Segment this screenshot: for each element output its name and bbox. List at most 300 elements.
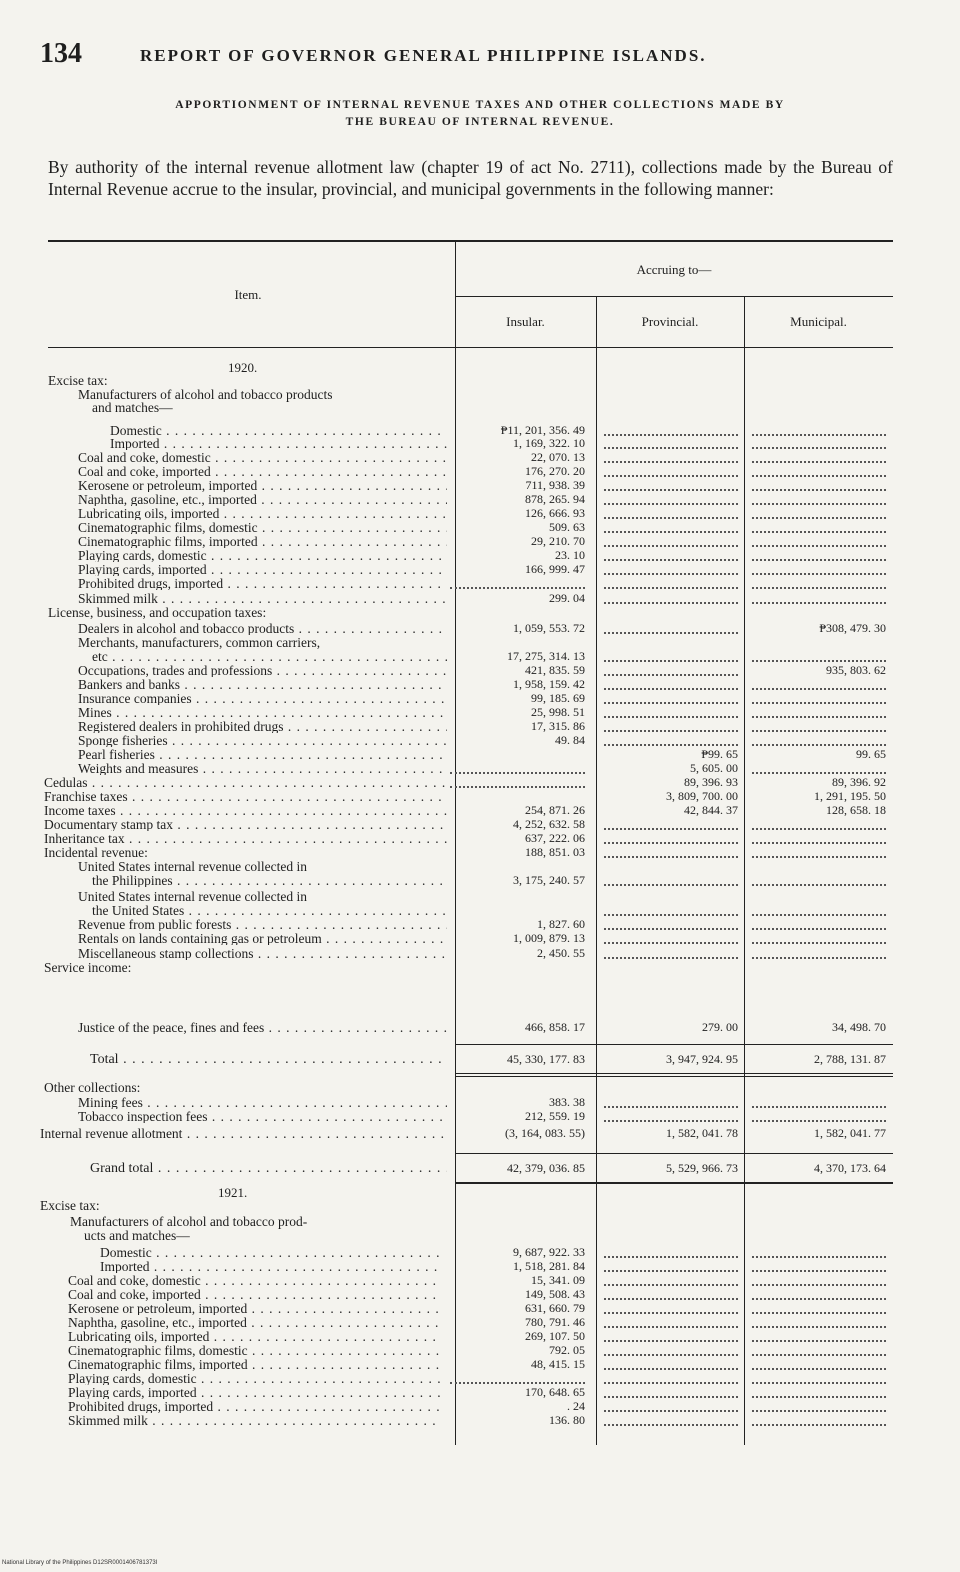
row-label: Sponge fisheries . . . — [78, 734, 447, 747]
table-row — [0, 424, 960, 437]
insular-value: 1, 958, 159. 42 — [513, 677, 585, 691]
insular-value: 23. 10 — [555, 548, 585, 562]
insular-value: 170, 648. 65 — [525, 1385, 585, 1399]
leader-dots — [752, 884, 886, 886]
insular-value: 466, 858. 17 — [525, 1020, 585, 1034]
leader-dots — [752, 559, 886, 561]
row-label: Manufacturers of alcohol and tobacco prod- — [70, 1214, 308, 1229]
leader-dots — [752, 957, 886, 959]
leader-dots — [604, 475, 738, 477]
row-label: Excise tax: — [48, 373, 108, 388]
leader-dots — [604, 688, 738, 690]
leader-dots — [752, 772, 886, 774]
insular-value: 176, 270. 20 — [525, 464, 585, 478]
insular-value: 1, 518, 281. 84 — [513, 1259, 585, 1273]
insular-value: 631, 660. 79 — [525, 1301, 585, 1315]
leader-dots — [752, 1120, 886, 1122]
leader-dots — [752, 716, 886, 718]
leader-dots — [752, 928, 886, 930]
leader-dots — [752, 914, 886, 916]
row-label: Domestic . . . — [100, 1246, 440, 1259]
leader-dots — [604, 1284, 738, 1286]
row-label: Cedulas . . . — [44, 776, 447, 789]
insular-value: 188, 851. 03 — [525, 845, 585, 859]
row-label: Playing cards, imported . . . — [68, 1386, 440, 1399]
leader-dots — [604, 716, 738, 718]
row-label: Miscellaneous stamp collections . . . — [78, 947, 447, 960]
row-label: Other collections: — [44, 1080, 141, 1095]
leader-dots — [604, 884, 738, 886]
row-label: Skimmed milk . . . — [78, 592, 447, 605]
leader-dots — [604, 928, 738, 930]
intro-paragraph: By authority of the internal revenue allotment law (chapter 19 of act No. 2711), collections made by the Bureau of Internal Revenue accrue to the insular, provincial, and municipal governments in the following manner: — [48, 157, 893, 199]
row-label: Inheritance tax . . . — [44, 832, 447, 845]
municipal-value: 34, 498. 70 — [832, 1020, 886, 1034]
leader-dots — [604, 702, 738, 704]
leader-dots — [752, 447, 886, 449]
leader-dots — [604, 674, 738, 676]
row-label: Kerosene or petroleum, imported . . . — [68, 1302, 440, 1315]
table-row — [0, 1260, 960, 1273]
municipal-value: 128, 658. 18 — [826, 803, 886, 817]
municipal-value: 99. 65 — [856, 747, 886, 761]
leader-dots — [604, 559, 738, 561]
leader-dots — [752, 573, 886, 575]
insular-value: 212, 559. 19 — [525, 1109, 585, 1123]
row-label: the United States . . . — [92, 904, 447, 917]
grand-total-bottom-rule — [455, 1182, 893, 1184]
municipal-value: 4, 370, 173. 64 — [814, 1161, 886, 1175]
leader-dots — [604, 1424, 738, 1426]
row-label: Cinematographic films, domestic . . . — [78, 521, 447, 534]
table-row — [0, 932, 960, 945]
row-label: the Philippines . . . — [92, 874, 447, 887]
table-row — [0, 678, 960, 691]
insular-value: 509. 63 — [549, 520, 585, 534]
leader-dots — [752, 856, 886, 858]
leader-dots — [752, 475, 886, 477]
item-header: Item. — [234, 287, 262, 302]
row-label: Naphtha, gasoline, etc., imported . . . — [78, 493, 447, 506]
leader-dots — [604, 489, 738, 491]
row-label: Tobacco inspection fees . . . — [78, 1110, 447, 1123]
table-row — [0, 1316, 960, 1329]
insular-value: 1, 827. 60 — [537, 917, 585, 931]
leader-dots — [752, 1396, 886, 1398]
table-row — [0, 1199, 960, 1212]
leader-dots — [450, 587, 585, 589]
table-row — [0, 577, 960, 590]
leader-dots — [752, 602, 886, 604]
table-row — [0, 1246, 960, 1259]
leader-dots — [604, 1256, 738, 1258]
row-label: United States internal revenue collected in — [78, 859, 308, 874]
table-row — [0, 1127, 960, 1140]
row-label: Total . . . — [90, 1053, 447, 1066]
insular-value: 25, 998. 51 — [531, 705, 585, 719]
insular-value: 22, 070. 13 — [531, 450, 585, 464]
insular-value: 15, 341. 09 — [531, 1273, 585, 1287]
row-label: Income taxes . . . — [44, 804, 447, 817]
total-bottom-rule-2 — [455, 1076, 893, 1077]
table-row — [0, 860, 960, 873]
row-label: Incidental revenue: — [44, 845, 148, 860]
table-top-rule — [48, 240, 893, 242]
table-row — [0, 1344, 960, 1357]
leader-dots — [604, 1106, 738, 1108]
table-row — [0, 706, 960, 719]
table-row — [0, 1414, 960, 1427]
table-row — [0, 563, 960, 576]
insular-value: 126, 666. 93 — [525, 506, 585, 520]
row-label: ucts and matches— — [84, 1228, 190, 1243]
table-row — [0, 692, 960, 705]
leader-dots — [752, 1312, 886, 1314]
row-label: Dealers in alcohol and tobacco products . . . — [78, 622, 447, 635]
scan-footer: National Library of the Philippines D12SR0001406781373I — [2, 1560, 158, 1566]
table-row — [0, 664, 960, 677]
provincial-value: 5, 605. 00 — [690, 761, 738, 775]
leader-dots — [752, 517, 886, 519]
leader-dots — [604, 842, 738, 844]
insular-value: (3, 164, 083. 55) — [505, 1126, 585, 1140]
table-row — [0, 622, 960, 635]
row-label: Domestic . . . — [110, 424, 447, 437]
insular-value: 383. 38 — [549, 1095, 585, 1109]
insular-value: 3, 175, 240. 57 — [513, 873, 585, 887]
leader-dots — [752, 1106, 886, 1108]
table-row — [0, 650, 960, 663]
provincial-value: 5, 529, 966. 73 — [666, 1161, 738, 1175]
leader-dots — [604, 914, 738, 916]
table-row — [0, 874, 960, 887]
insular-value: 29, 210. 70 — [531, 534, 585, 548]
row-label: Lubricating oils, imported . . . — [68, 1330, 440, 1343]
table-row — [0, 776, 960, 789]
leader-dots — [752, 1270, 886, 1272]
row-label: Prohibited drugs, imported . . . — [78, 577, 447, 590]
row-label: Excise tax: — [40, 1198, 100, 1213]
provincial-value: ₱99. 65 — [701, 747, 738, 761]
leader-dots — [752, 660, 886, 662]
table-row — [0, 734, 960, 747]
table-row — [0, 1302, 960, 1315]
row-label: Merchants, manufacturers, common carriers, — [78, 635, 321, 650]
leader-dots — [604, 1270, 738, 1272]
leader-dots — [604, 1368, 738, 1370]
row-label: Lubricating oils, imported . . . — [78, 507, 447, 520]
row-label: United States internal revenue collected in — [78, 889, 308, 904]
leader-dots — [450, 772, 585, 774]
leader-dots — [752, 1354, 886, 1356]
leader-dots — [604, 602, 738, 604]
table-row — [0, 374, 960, 387]
row-label: Rentals on lands containing gas or petroleum . . . — [78, 932, 447, 945]
row-label: Playing cards, domestic . . . — [78, 549, 447, 562]
table-row — [0, 904, 960, 917]
leader-dots — [604, 856, 738, 858]
leader-dots — [752, 587, 886, 589]
row-label: Franchise taxes . . . — [44, 790, 447, 803]
row-label: Coal and coke, domestic . . . — [78, 451, 447, 464]
table-row — [0, 479, 960, 492]
grand-total-row — [0, 1162, 960, 1175]
table-row — [0, 451, 960, 464]
leader-dots — [604, 828, 738, 830]
row-label: Naphtha, gasoline, etc., imported . . . — [68, 1316, 440, 1329]
table-row — [0, 401, 960, 414]
row-label: Imported . . . — [110, 437, 447, 450]
leader-dots — [604, 1312, 738, 1314]
leader-dots — [604, 730, 738, 732]
table-row — [0, 832, 960, 845]
row-label: Revenue from public forests . . . — [78, 918, 447, 931]
leader-dots — [752, 489, 886, 491]
table-row — [0, 1081, 960, 1094]
leader-dots — [604, 1120, 738, 1122]
provincial-header: Provincial. — [641, 314, 699, 329]
insular-value: 48, 415. 15 — [531, 1357, 585, 1371]
leader-dots — [604, 1410, 738, 1412]
table-row — [0, 535, 960, 548]
leader-dots — [752, 1410, 886, 1412]
leader-dots — [752, 744, 886, 746]
provincial-value: 89, 396. 93 — [684, 775, 738, 789]
insular-value: 17, 275, 314. 13 — [507, 649, 585, 663]
leader-dots — [604, 744, 738, 746]
insular-value: 1, 169, 322. 10 — [513, 436, 585, 450]
accruing-rule — [455, 296, 893, 297]
table-row — [0, 720, 960, 733]
insular-value: 2, 450. 55 — [537, 946, 585, 960]
leader-dots — [752, 1368, 886, 1370]
table-row — [0, 748, 960, 761]
table-row — [0, 762, 960, 775]
insular-value: 149, 508. 43 — [525, 1287, 585, 1301]
leader-dots — [604, 447, 738, 449]
leader-dots — [604, 503, 738, 505]
insular-value: 45, 330, 177. 83 — [507, 1052, 585, 1066]
leader-dots — [604, 1382, 738, 1384]
leader-dots — [752, 1298, 886, 1300]
leader-dots — [752, 1382, 886, 1384]
leader-dots — [450, 786, 585, 788]
leader-dots — [752, 688, 886, 690]
leader-dots — [752, 828, 886, 830]
table-row — [0, 1386, 960, 1399]
leader-dots — [752, 1256, 886, 1258]
table-row — [0, 521, 960, 534]
insular-value: 166, 999. 47 — [525, 562, 585, 576]
row-label: License, business, and occupation taxes: — [48, 605, 267, 620]
leader-dots — [752, 730, 886, 732]
row-label: Cinematographic films, domestic . . . — [68, 1344, 440, 1357]
row-label: Playing cards, imported . . . — [78, 563, 447, 576]
row-label: Justice of the peace, fines and fees . . . — [78, 1021, 447, 1034]
leader-dots — [752, 842, 886, 844]
insular-value: ₱11, 201, 356. 49 — [500, 423, 585, 437]
leader-dots — [604, 942, 738, 944]
row-label: Weights and measures . . . — [78, 762, 447, 775]
leader-dots — [604, 660, 738, 662]
municipal-value: 1, 582, 041. 77 — [814, 1126, 886, 1140]
municipal-header: Municipal. — [790, 314, 847, 329]
table-row — [0, 790, 960, 803]
leader-dots — [450, 1382, 585, 1384]
row-label: Skimmed milk . . . — [68, 1414, 440, 1427]
table-row — [0, 1358, 960, 1371]
table-row — [0, 1110, 960, 1123]
insular-value: 136. 80 — [549, 1413, 585, 1427]
table-row — [0, 437, 960, 450]
leader-dots — [752, 503, 886, 505]
total-top-rule — [455, 1044, 893, 1045]
leader-dots — [604, 1340, 738, 1342]
table-row — [0, 549, 960, 562]
table-row — [0, 1215, 960, 1228]
year-1920: 1920. — [228, 360, 258, 375]
insular-value: 1, 059, 553. 72 — [513, 621, 585, 635]
table-row — [0, 636, 960, 649]
row-label: Coal and coke, imported . . . — [68, 1288, 440, 1301]
table-row — [0, 507, 960, 520]
row-label: Cinematographic films, imported . . . — [78, 535, 447, 548]
leader-dots — [604, 587, 738, 589]
insular-value: 4, 252, 632. 58 — [513, 817, 585, 831]
municipal-value: 2, 788, 131. 87 — [814, 1052, 886, 1066]
insular-value: 49. 84 — [555, 733, 585, 747]
row-label: etc . . . — [92, 650, 447, 663]
insular-value: 878, 265. 94 — [525, 492, 585, 506]
leader-dots — [604, 957, 738, 959]
section-title-line-1: APPORTIONMENT OF INTERNAL REVENUE TAXES AND OTHER COLLECTIONS MADE BY — [175, 99, 785, 111]
table-row — [0, 1274, 960, 1287]
row-label: Cinematographic films, imported . . . — [68, 1358, 440, 1371]
leader-dots — [604, 434, 738, 436]
leader-dots — [752, 1326, 886, 1328]
insular-value: 780, 791. 46 — [525, 1315, 585, 1329]
row-label: Occupations, trades and professions . . . — [78, 664, 447, 677]
row-label: Insurance companies . . . — [78, 692, 447, 705]
insular-header: Insular. — [506, 314, 545, 329]
leader-dots — [752, 461, 886, 463]
insular-value: 792. 05 — [549, 1343, 585, 1357]
municipal-value: 89, 396. 92 — [832, 775, 886, 789]
leader-dots — [604, 461, 738, 463]
insular-value: 711, 938. 39 — [525, 478, 585, 492]
insular-value: 421, 835. 59 — [525, 663, 585, 677]
table-row — [0, 592, 960, 605]
section-title-line-2: THE BUREAU OF INTERNAL REVENUE. — [345, 116, 615, 128]
insular-value: 42, 379, 036. 85 — [507, 1161, 585, 1175]
leader-dots — [604, 1326, 738, 1328]
table-row — [0, 961, 960, 974]
provincial-value: 42, 844. 37 — [684, 803, 738, 817]
row-label: Playing cards, domestic . . . — [68, 1372, 440, 1385]
insular-value: 99, 185. 69 — [531, 691, 585, 705]
insular-value: 17, 315. 86 — [531, 719, 585, 733]
row-label: Service income: — [44, 960, 132, 975]
municipal-value: 1, 291, 195. 50 — [814, 789, 886, 803]
table-row — [0, 1096, 960, 1109]
row-label: and matches— — [92, 400, 173, 415]
leader-dots — [752, 1424, 886, 1426]
leader-dots — [752, 434, 886, 436]
header-bottom-rule — [48, 347, 893, 348]
leader-dots — [604, 1298, 738, 1300]
table-row — [0, 1372, 960, 1385]
table-row — [0, 890, 960, 903]
provincial-value: 1, 582, 041. 78 — [666, 1126, 738, 1140]
report-title: REPORT OF GOVERNOR GENERAL PHILIPPINE ISLANDS. — [140, 46, 707, 65]
municipal-value: ₱308, 479. 30 — [819, 621, 886, 635]
row-label: Documentary stamp tax . . . — [44, 818, 447, 831]
table-row — [0, 1229, 960, 1242]
row-label: Manufacturers of alcohol and tobacco products — [78, 387, 333, 402]
accruing-header: Accruing to— — [636, 262, 712, 277]
table-row — [0, 818, 960, 831]
leader-dots — [752, 1284, 886, 1286]
row-label: Bankers and banks . . . — [78, 678, 447, 691]
insular-value: 299. 04 — [549, 591, 585, 605]
section-title — [40, 97, 920, 131]
insular-value: 9, 687, 922. 33 — [513, 1245, 585, 1259]
row-label: Mining fees . . . — [78, 1096, 447, 1109]
grand-total-top-rule — [455, 1153, 893, 1154]
row-label: Pearl fisheries . . . — [78, 748, 447, 761]
leader-dots — [752, 702, 886, 704]
table-row — [0, 1021, 960, 1034]
insular-value: . 24 — [567, 1399, 585, 1413]
table-row — [0, 1288, 960, 1301]
insular-value: 254, 871. 26 — [525, 803, 585, 817]
table-row — [0, 493, 960, 506]
leader-dots — [752, 1340, 886, 1342]
table-row — [0, 1330, 960, 1343]
insular-value: 637, 222. 06 — [525, 831, 585, 845]
row-label: Coal and coke, domestic . . . — [68, 1274, 440, 1287]
row-label: Imported . . . — [100, 1260, 440, 1273]
row-label: Coal and coke, imported . . . — [78, 465, 447, 478]
leader-dots — [752, 545, 886, 547]
table-row — [0, 804, 960, 817]
leader-dots — [752, 942, 886, 944]
leader-dots — [604, 517, 738, 519]
leader-dots — [604, 632, 738, 634]
page-number: 134 — [40, 38, 82, 69]
table-row — [0, 1400, 960, 1413]
table-row — [0, 606, 960, 619]
row-label: Registered dealers in prohibited drugs . . . — [78, 720, 447, 733]
row-label: Kerosene or petroleum, imported . . . — [78, 479, 447, 492]
table-row — [0, 465, 960, 478]
insular-value: 269, 107. 50 — [525, 1329, 585, 1343]
row-label: Mines . . . — [78, 706, 447, 719]
table-row — [0, 918, 960, 931]
leader-dots — [752, 531, 886, 533]
leader-dots — [604, 545, 738, 547]
page-header — [40, 38, 920, 78]
row-label: Grand total . . . — [90, 1162, 447, 1175]
provincial-value: 3, 809, 700. 00 — [666, 789, 738, 803]
table-row — [0, 947, 960, 960]
provincial-value: 279. 00 — [702, 1020, 738, 1034]
municipal-value: 935, 803. 62 — [826, 663, 886, 677]
table-row — [0, 846, 960, 859]
row-label: Internal revenue allotment . . . — [40, 1127, 447, 1140]
row-label: Prohibited drugs, imported . . . — [68, 1400, 440, 1413]
insular-value: 1, 009, 879. 13 — [513, 931, 585, 945]
